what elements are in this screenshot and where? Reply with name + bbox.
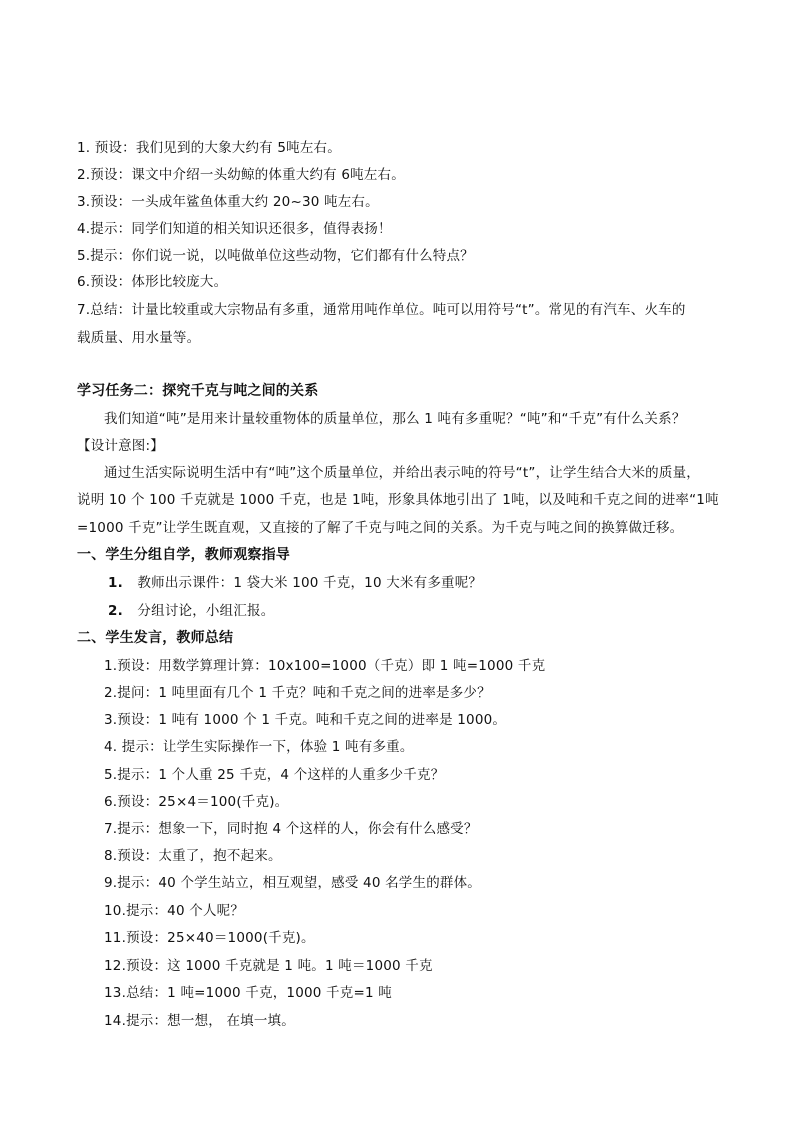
- design-intent-line-2: 说明 10 个 100 千克就是 1000 千克，也是 1吨，形象具体地引出了 1吨，以及吨和千克之间的进率“1吨: [77, 492, 719, 508]
- section1-item-7-cont: 载质量、用水量等。: [77, 330, 201, 346]
- section1-item-4: 4.提示：同学们知道的相关知识还很多，值得表扬！: [77, 221, 392, 237]
- part2-item-11: 11.预设：25×40＝1000(千克)。: [104, 930, 315, 946]
- part2-item-9: 9.提示：40 个学生站立，相互观望，感受 40 名学生的群体。: [104, 875, 482, 891]
- design-intent-line-1: 通过生活实际说明生活中有“吨”这个质量单位，并给出表示吨的符号“t”，让学生结合大米的质量，: [104, 465, 700, 481]
- part1-item-1: [108, 574, 482, 592]
- part1-item-1-number: 1.: [108, 575, 123, 591]
- part1-item-2-number: 2.: [108, 603, 123, 619]
- task2-intro: 我们知道“吨”是用来计量较重物体的质量单位，那么 1 吨有多重呢？“吨”和“千克”有什么关系？: [104, 411, 686, 427]
- part2-item-6: 6.预设：25×4＝100(千克)。: [104, 794, 289, 810]
- part2-item-1: 1.预设：用数学算理计算：10x100=1000（千克）即 1 吨=1000 千克: [104, 658, 546, 674]
- section1-item-7: 7.总结：计量比较重或大宗物品有多重，通常用吨作单位。吨可以用符号“t”。常见的有汽车、火车的: [77, 302, 686, 318]
- section1-item-1: 1. 预设：我们见到的大象大约有 5吨左右。: [77, 140, 341, 156]
- part2-item-14: 14.提示：想一想， 在填一填。: [104, 1013, 295, 1029]
- part1-item-2: [108, 602, 274, 620]
- part1-item-2-text: 分组讨论，小组汇报。: [137, 603, 275, 619]
- section1-item-5: 5.提示：你们说一说，以吨做单位这些动物，它们都有什么特点？: [77, 248, 474, 264]
- part2-item-3: 3.预设：1 吨有 1000 个 1 千克。吨和千克之间的进率是 1000。: [104, 712, 507, 728]
- design-intent-label: 【设计意图:】: [77, 438, 164, 454]
- part2-item-5: 5.提示：1 个人重 25 千克，4 个这样的人重多少千克？: [104, 767, 445, 783]
- part2-item-4: 4. 提示：让学生实际操作一下，体验 1 吨有多重。: [104, 739, 414, 755]
- part2-item-12: 12.预设：这 1000 千克就是 1 吨。1 吨＝1000 千克: [104, 958, 433, 974]
- design-intent-line-3: =1000 千克”让学生既直观，又直接的了解了千克与吨之间的关系。为千克与吨之间的换算做迁移。: [77, 520, 684, 536]
- part2-item-10: 10.提示：40 个人呢？: [104, 903, 245, 919]
- part1-item-1-text: 教师出示课件：1 袋大米 100 千克，10 大米有多重呢？: [137, 575, 483, 591]
- section1-item-3: 3.预设：一头成年鲨鱼体重大约 20~30 吨左右。: [77, 194, 379, 210]
- part2-item-7: 7.提示：想象一下，同时抱 4 个这样的人，你会有什么感受？: [104, 821, 478, 837]
- part2-item-2: 2.提问：1 吨里面有几个 1 千克？吨和千克之间的进率是多少？: [104, 685, 491, 701]
- section1-item-2: 2.预设：课文中介绍一头幼鲸的体重大约有 6吨左右。: [77, 167, 405, 183]
- part2-heading: 二、学生发言，教师总结: [77, 630, 234, 646]
- task2-title: 学习任务二：探究千克与吨之间的关系: [77, 383, 319, 399]
- part2-item-13: 13.总结：1 吨=1000 千克，1000 千克=1 吨: [104, 985, 392, 1001]
- section1-item-6: 6.预设：体形比较庞大。: [77, 274, 228, 290]
- part2-item-8: 8.预设：太重了，抱不起来。: [104, 848, 282, 864]
- part1-heading: 一、学生分组自学，教师观察指导: [77, 547, 290, 563]
